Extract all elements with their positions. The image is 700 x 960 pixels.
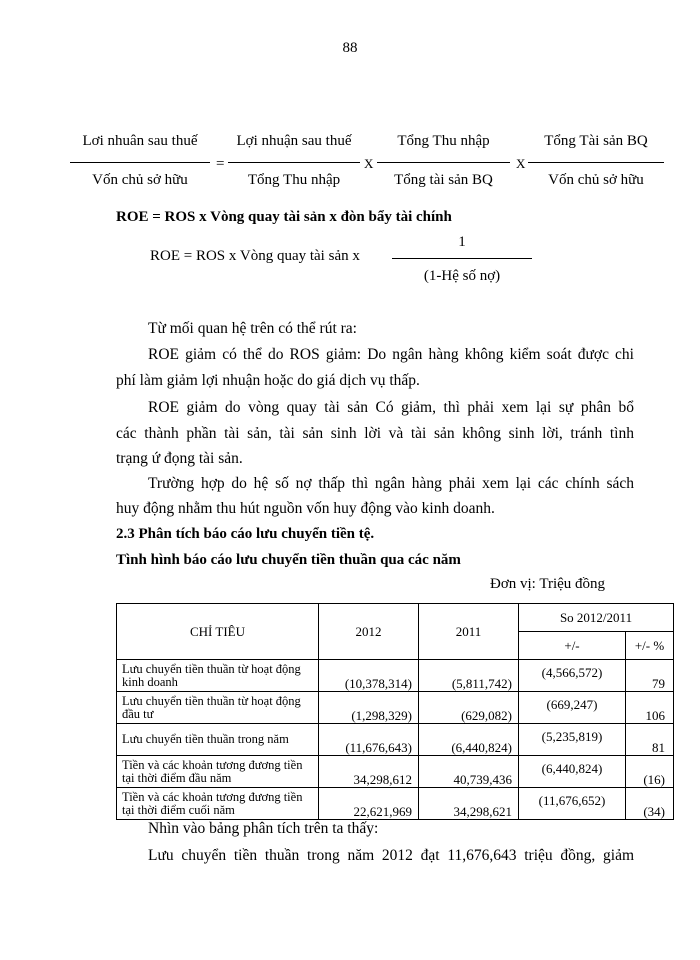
value-pct: 106 [626,692,674,724]
table-title: Tình hình báo cáo lưu chuyển tiền thuần qua các năm [116,552,461,568]
fraction-line [377,162,510,163]
paragraph: Lưu chuyển tiền thuần trong năm 2012 đạt 11,676,643 triệu đồng, giảm [148,847,634,864]
value-2012: 22,621,969 [319,788,419,820]
value-2012: (10,378,314) [319,660,419,692]
table-row [117,724,674,756]
row-label: Tiền và các khoản tương đương tiền tại thời điểm đầu năm [117,756,319,788]
header-abs: +/- [519,632,626,660]
times-sign: X [516,156,526,171]
section-heading: 2.3 Phân tích báo cáo lưu chuyển tiền tệ. [116,526,375,542]
table-row [117,660,674,692]
header-indicator: CHỈ TIÊU [117,604,319,660]
term3-numerator: Tổng Tài sản BQ [544,133,648,149]
paragraph: Từ mối quan hệ trên có thể rút ra: [148,320,357,337]
row-label: Lưu chuyển tiền thuần từ hoạt động đầu tư [117,692,319,724]
value-2011: 40,739,436 [419,756,519,788]
row-label: Lưu chuyển tiền thuần trong năm [117,724,319,756]
roe-numerator: 1 [458,234,466,250]
lhs-numerator: Lơi nhuân sau thuế [82,133,198,149]
paragraph: phí làm giảm lợi nhuận hoặc do giá dịch vụ thấp. [116,372,420,389]
equals-sign: = [216,156,225,172]
value-2012: 34,298,612 [319,756,419,788]
row-label: Tiền và các khoản tương đương tiền tại thời điểm cuối năm [117,788,319,820]
value-2011: 34,298,621 [419,788,519,820]
value-pct: 79 [626,660,674,692]
term1-numerator: Lợi nhuận sau thuế [236,133,352,149]
value-pct: (16) [626,756,674,788]
term2-numerator: Tổng Thu nhập [397,133,490,149]
page-number: 88 [342,40,358,56]
roe-lhs: ROE = ROS x Vòng quay tài sản x [150,248,360,264]
value-2012: (11,676,643) [319,724,419,756]
row-label: Lưu chuyển tiền thuần từ hoạt động kinh doanh [117,660,319,692]
header-2011: 2011 [419,604,519,660]
header-compare: So 2012/2011 [519,604,674,632]
paragraph: ROE giảm có thể do ROS giảm: Do ngân hàng không kiểm soát được chi [148,346,634,363]
lhs-denominator: Vốn chủ sở hữu [92,172,188,188]
paragraph: ROE giảm do vòng quay tài sản Có giảm, thì phải xem lại sự phân bổ [148,399,634,416]
value-diff: (669,247) [519,692,626,724]
value-diff: (4,566,572) [519,660,626,692]
value-diff: (6,440,824) [519,756,626,788]
value-2012: (1,298,329) [319,692,419,724]
value-pct: (34) [626,788,674,820]
table-row [117,756,674,788]
term1-denominator: Tổng Thu nhập [247,172,341,188]
roe-denominator: (1-Hệ số nợ) [423,268,501,284]
paragraph: Nhìn vào bảng phân tích trên ta thấy: [148,820,379,837]
header-pct: +/- % [626,632,674,660]
value-pct: 81 [626,724,674,756]
fraction-line [228,162,360,163]
value-2011: (629,082) [419,692,519,724]
fraction-line [70,162,210,163]
header-2012: 2012 [319,604,419,660]
paragraph: các thành phần tài sản, tài sản sinh lời và tài sản không sinh lời, tránh tình [116,425,634,442]
value-2011: (6,440,824) [419,724,519,756]
paragraph: huy động nhằm thu hút nguồn vốn huy động vào kinh doanh. [116,500,495,517]
value-2011: (5,811,742) [419,660,519,692]
table-row [117,692,674,724]
term3-denominator: Vốn chủ sở hữu [548,172,644,188]
unit-label: Đơn vị: Triệu đồng [490,576,606,592]
table-row [117,788,674,820]
cashflow-table [116,603,674,820]
value-diff: (11,676,652) [519,788,626,820]
fraction-line [392,258,532,259]
paragraph: trạng ứ đọng tài sản. [116,450,243,467]
term2-denominator: Tổng tài sản BQ [394,172,493,188]
times-sign: X [364,156,374,171]
fraction-line [528,162,664,163]
paragraph: Trường hợp do hệ số nợ thấp thì ngân hàng phải xem lại các chính sách [148,475,634,492]
value-diff: (5,235,819) [519,724,626,756]
roe-bold-formula: ROE = ROS x Vòng quay tài sản x đòn bẩy tài chính [116,209,452,225]
